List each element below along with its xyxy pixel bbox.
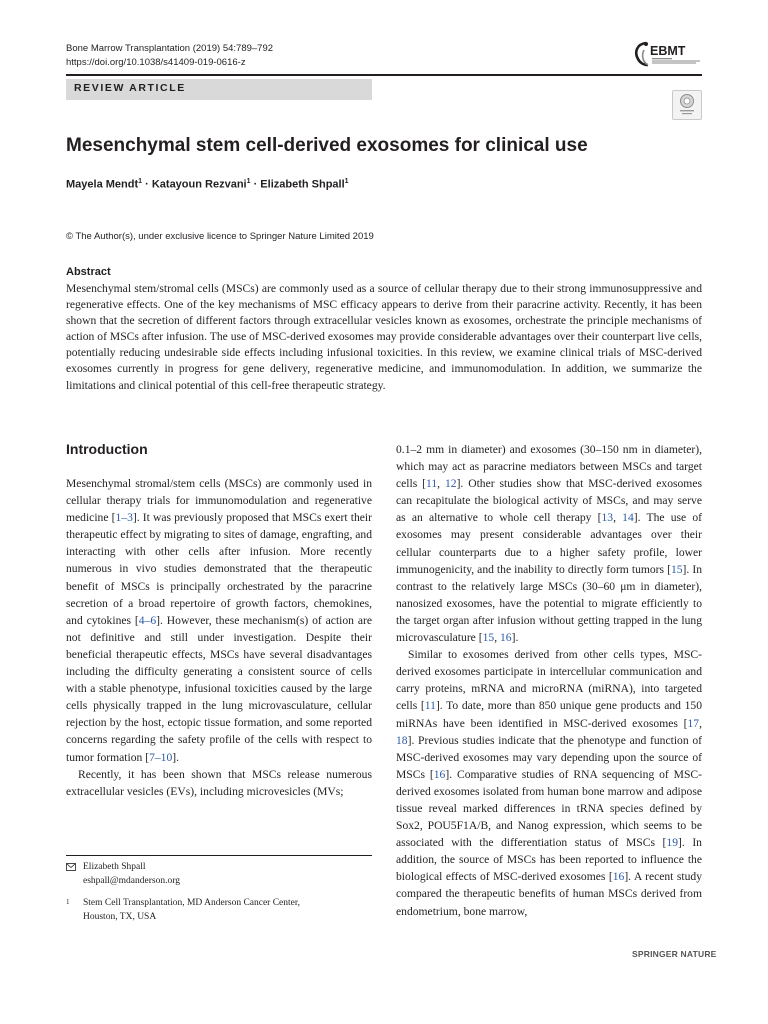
abstract-text: Mesenchymal stem/stromal cells (MSCs) are commonly used as a source of cellular therapy due to their strong immunosuppressive and regenerative effects. One of the key mechanisms of MSC efficacy appears to derive from their paracrine activity. Recently, it has been shown that the secretion of different factors through extracellular vesicles known as exosomes, orchestrate the principle mechanisms of action of MSCs after infusion. The use of MSC-derived exosomes may provide considerable advantages over their counterpart live cells, potentially reducing undesirable side effects including infusional toxicities. In this review, we examine clinical trials of MSC-derived exosomes currently in progress for gene delivery, regenerative medicine, and immunomodulation. In addition, we summarize the limitations and clinical potential of this cell-free therapeutic strategy. [66,282,702,392]
body-paragraph: Mesenchymal stromal/stem cells (MSCs) are commonly used in cellular therapy trials for immunomodulation and regenerative medicine [1–3]. It was previously proposed that MSCs exert their therapeutic effect by migrating to sites of damage, engrafting, and interacting with other cells after infusion. More recently numerous in vivo studies demonstrated that the therapeutic benefit of MSCs is principally orchestrated by the paracrine secretion of a broad repertoire of growth factors, chemokines, and cytokines [4–6]. However, these mechanism(s) of action are not definitive and still under investigation. Despite their beneficial therapeutic effects, MSCs have several disadvantages including the difficulty generating a consistent source of cells with a stable phenotype, infusional toxicities caused by the large cells physically trapped in the lung microvasculature, cellular rejection by the host, ectopic tissue formation, and some reported concerns regarding the safety profile of the cells with respect to tumor formation [7–10]. [66,477,372,764]
check-for-updates-badge[interactable] [672,90,702,120]
citation-link[interactable]: 11 [426,477,438,491]
affiliation-line: Houston, TX, USA [83,912,157,922]
ebmt-logo-icon [632,40,706,68]
abstract-heading: Abstract [66,266,111,278]
body-paragraph: 0.1–2 mm in diameter) and exosomes (30–150 nm in diameter), which may act as paracrine mediators between MSCs and target cells [11, 12]. Other studies show that MSC-derived exosomes can recapitulate the biological activity of MSCs, and may serve as an alternative to whole cell therapy [13, 14]. The use of exosomes may present considerable advantages over their cellular counterparts due to a higher safety profile, lower immunogenicity, and the inability to directly form tumors [15]. In contrast to the relatively large MSCs (30–60 μm in diameter), nanosized exosomes, have the potential to migrate efficiently to the target organ after infusion without getting trapped in the lung microvasculature [15, 16]. [396,443,702,645]
footnotes [66,860,372,924]
citation-link[interactable]: 7–10 [149,750,173,764]
footnote-rule [66,855,372,856]
citation-link[interactable]: 15 [482,631,495,645]
doi-link[interactable]: https://doi.org/10.1038/s41409-019-0616-z [66,57,246,68]
affiliation-note [66,896,372,924]
citation-link[interactable]: 12 [444,477,457,491]
introduction-heading: Introduction [66,441,148,457]
author-affiliation-marker: 1 [344,178,349,185]
author-list [66,178,349,191]
author-name[interactable]: Katayoun Rezvani [151,178,247,191]
header-rule [66,74,702,76]
ebmt-logo-text: EBMT [650,44,686,58]
corresponding-author-note [66,860,372,888]
corresponding-author-name: Elizabeth Shpall [83,862,146,872]
citation-link[interactable]: 13 [601,511,614,525]
body-column-right [396,441,702,920]
citation-link[interactable]: 14 [622,511,634,525]
ebmt-logo [632,40,706,68]
citation-link[interactable]: 1–3 [115,511,133,525]
citation-link[interactable]: 16 [433,767,446,781]
citation-link[interactable]: 18 [396,733,408,747]
author-name[interactable]: Mayela Mendt [66,178,139,191]
affiliation-number: 1 [66,898,70,906]
body-column-left [66,475,372,800]
citation-link[interactable]: 15 [670,562,683,576]
article-type-banner: REVIEW ARTICLE [66,79,372,100]
journal-citation: Bone Marrow Transplantation (2019) 54:789–792 [66,43,274,54]
author-affiliation-marker: 1 [246,178,251,185]
affiliation-line: Stem Cell Transplantation, MD Anderson Cancer Center, [83,898,301,908]
citation-link[interactable]: 16 [612,870,625,884]
article-title: Mesenchymal stem cell-derived exosomes for clinical use [66,135,588,156]
body-paragraph: Similar to exosomes derived from other cells types, MSC-derived exosomes participate in intercellular communication and carry proteins, mRNA and microRNA (miRNA), into targeted cells [11]. To date, more than 850 unique gene products and 150 miRNAs have been identified in MSC-derived exosomes [17, 18]. Previous studies indicate that the phenotype and function of MSC-derived exosomes may vary depending upon the source of MSCs [16]. Comparative studies of RNA sequencing of MSC-derived exosomes isolated from human bone marrow and adipose tissue reveal marked differences in tRNA species defined by Sox2, POU5F1A/B, and Nanog expression, which seems to be associated with the differentiation status of MSCs [19]. In addition, the source of MSCs has been reported to influence the biological effects of MSC-derived exosomes [16]. A recent study compared the therapeutic benefits of human MSCs derived from endometrium, bone marrow, [396,648,703,918]
citation-link[interactable]: 16 [499,631,512,645]
citation-link[interactable]: 11 [424,699,436,713]
corresponding-author-email[interactable]: eshpall@mdanderson.org [83,876,180,886]
envelope-icon [66,860,76,876]
author-separator: · [253,178,258,191]
copyright-notice: © The Author(s), under exclusive licence to Springer Nature Limited 2019 [66,231,374,242]
author-affiliation-marker: 1 [138,178,143,185]
springer-nature-logo: SPRINGER NATURE [632,949,717,959]
citation-link[interactable]: 4–6 [138,613,157,627]
journal-info [66,42,273,70]
citation-link[interactable]: 19 [666,836,678,850]
author-separator: · [145,178,149,191]
citation-link[interactable]: 17 [687,716,700,730]
body-paragraph: Recently, it has been shown that MSCs release numerous extracellular vesicles (EVs), including microvesicles (MVs; [66,767,372,798]
crossmark-icon [673,91,701,119]
author-name[interactable]: Elizabeth Shpall [260,178,345,191]
